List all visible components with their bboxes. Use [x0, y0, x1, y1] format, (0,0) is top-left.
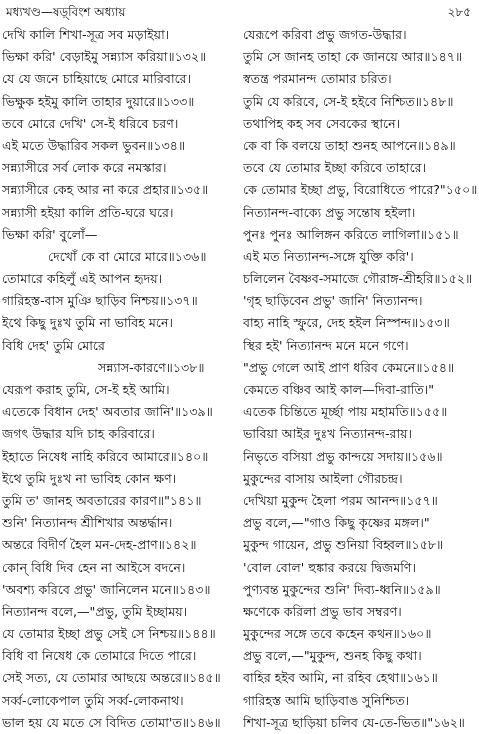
chapter-title: মধ্যখণ্ড—ষড়্‌বিংশ অধ্যায়: [6, 5, 126, 19]
verse-line: এই মত নিত্যানন্দ-সঙ্গে যুক্তি করি'।: [243, 248, 414, 264]
verse-line: তোমারে কহিলুঁ এই আপন হৃদয়।: [2, 271, 163, 287]
verse-line: ক্ষণেকে করিলা প্রভু ভাব সম্বরণ।: [243, 603, 402, 619]
verse-line: প্রভু বলে,—"গাও কিছু কৃষ্ণের মঙ্গল।": [243, 515, 430, 531]
verse-line: "প্রভু গেলে আই প্রাণ ধরিব কেমনে॥১৫৪॥: [243, 359, 455, 375]
verse-line: দেখোঁ কে বা মোরে মারে॥১৩৬॥: [48, 248, 207, 264]
verse-line: গারিহস্ত-বাস মুঞি ছাড়িব নিশ্চয়॥১৩৭॥: [2, 293, 198, 309]
running-header: [6, 2, 471, 22]
verse-line: অন্তরে বিদীর্ণ হৈল মন-দেহ-প্রাণ॥১৪২॥: [2, 537, 197, 553]
verse-line: যেরূপ করাহ তুমি, সে-ই হই আমি।: [2, 382, 170, 397]
verse-line: 'অবশ্য করিবে প্রভু' জানিলেন মনে॥১৪৩॥: [2, 581, 211, 597]
verse-line: যেরূপে করিবা প্রভু জগত-উদ্ধার।: [243, 27, 407, 42]
verse-line: তথাপিহ কহ সব সেবকের স্থানে।: [243, 115, 401, 131]
verse-line: কোন্ বিধি দিব হেন না আইসে বদনে।: [2, 559, 186, 575]
verse-line: নিত্যানন্দ-বাক্যে প্রভু সন্তোষ হইলা।: [243, 204, 416, 220]
verse-line: পুণ্যবন্ত মুকুন্দের শুনি' দিব্য-ধ্বনি॥১৫৯॥: [243, 581, 441, 597]
verse-line: তুমি যে করিবে, সে-ই হইবে নিশ্চিত॥১৪৮॥: [243, 93, 454, 109]
verse-line: তুমি ত' জানহ অবতারের কারণ॥"১৪১॥: [2, 492, 202, 508]
verse-line: তবে মোরে দেখি' সে-ই ধরিবে চরণ।: [2, 115, 179, 131]
verse-line: স্বতন্ত্র পরমানন্দ তোমার চরিত।: [243, 71, 392, 87]
page-number: ২৮৫: [447, 5, 471, 19]
verse-line: নিত্যানন্দ বলে,—"প্রভু, তুমি ইচ্ছাময়।: [2, 603, 188, 619]
verse-line: এতেকে বিধান দেহ' অবতার জানি'॥১৩৯॥: [2, 404, 213, 420]
verse-line: এতেক চিন্তিতে মূর্চ্ছা পায় মহামতি॥১৫৫॥: [243, 404, 448, 420]
verse-line: ভাল হয় যে মতে সে বিদিত তোমা'ত॥১৪৬॥: [2, 714, 221, 730]
verse-line: ইহাতে নিষেধ নাহি করিবে আমারে॥১৪০॥: [2, 448, 209, 464]
verse-line: সন্ন্যাসী হইয়া কালি প্রতি-ঘরে ঘরে।: [2, 204, 174, 220]
verse-line: বাহ্য নাহি স্ফুরে, দেহ হইল নিস্পন্দ॥১৫৩॥: [243, 315, 450, 331]
verse-line: স্থির হই' নিত্যানন্দ মনে মনে গণে।: [243, 337, 409, 353]
verse-line: ভিক্ষুক হইমু কালি তাহার দুয়ারে॥১৩৩॥: [2, 93, 195, 109]
verse-line: যে যে জনে চাহিয়াছে মোরে মারিবারে।: [2, 71, 192, 87]
verse-line: জগৎ উদ্ধার যদি চাহ করিবারে।: [2, 426, 155, 442]
verse-line: মুকুন্দ গায়েন, প্রভু শুনিয়া বিহ্বল॥১৫৮॥: [243, 537, 444, 553]
right-verse-column: [243, 24, 479, 734]
verse-line: তুমি সে জানহ তাহা কে জানয়ে আর॥১৪৭॥: [243, 49, 463, 65]
left-verse-column: [2, 24, 238, 734]
verse-line: বিধি বা নিষেধ কে তোমারে দিতে পারে।: [2, 648, 197, 664]
verse-line: ভাবিয়া আইর দুঃখ নিত্যানন্দ-রায়।: [243, 426, 413, 442]
verse-line: নিভৃতে বসিয়া প্রভু কান্দয়ে সদায়॥১৫৬॥: [243, 448, 443, 464]
verse-line: ভিক্ষা করি' বেড়াইমু সন্ন্যাস করিয়া॥১৩২॥: [2, 49, 207, 65]
verse-line: সন্ন্যাসীরে সর্ব লোক করে নমস্কার।: [2, 160, 167, 176]
verse-line: পুনঃ পুনঃ আলিঙ্গন করিতে লাগিলা॥১৫১॥: [243, 226, 459, 242]
verse-line: প্রভু বলে,—"মুকুন্দ, শুনহ কিছু কথা।: [243, 648, 422, 664]
verse-line: এই মতে উদ্ধারিব সকল ভুবন॥১৩৪॥: [2, 137, 186, 153]
verse-line: ভিক্ষা করি' বুলোঁ—: [2, 226, 98, 242]
verse-line: 'গৃহ ছাড়িবেন প্রভু' জানি' নিত্যানন্দ।: [243, 293, 423, 309]
verse-line: কেমতে বঞ্চিব আই কাল—দিবা-রাতি।": [243, 382, 435, 397]
verse-line: সন্ন্যাসীরে কেহ আর না করে প্রহার॥১৩৫॥: [2, 182, 209, 198]
verse-line: বিধি দেহ' তুমি মোরে: [2, 337, 105, 353]
verse-line: মুকুন্দের বাসায় আইলা গৌরচন্দ্র।: [243, 470, 403, 486]
verse-line: দেখিয়া মুকুন্দ হৈলা পরম আনন্দ॥১৫৭॥: [243, 492, 438, 508]
verse-line: সন্ন্যাস-কারণে॥১৩৮॥: [98, 359, 205, 375]
verse-line: যে তোমার ইচ্ছা প্রভু সেই সে নিশ্চয়॥১৪৪॥: [2, 626, 216, 642]
verse-line: তবে যে তোমার ইচ্ছা করিবে তাহারে।: [243, 160, 427, 176]
verse-line: 'বোল বোল' হুঙ্কার করয়ে দ্বিজমণি।: [243, 559, 417, 575]
verse-line: বাহির হইব আমি, না রহিব হেথা॥১৬১॥: [243, 670, 438, 686]
verse-line: কে বা কি বলয়ে তাহা শুনহ আপনে॥১৪৯॥: [243, 137, 456, 153]
verse-line: ইথে কিছু দুঃখ তুমি না ভাবিহ মনে।: [2, 315, 173, 331]
verse-line: দেখি কালি শিখা-সূত্র সব মড়াইয়া।: [2, 27, 170, 42]
verse-line: চলিলেন বৈষ্ণব-সমাজে গৌরাঙ্গ-শ্রীহরি॥১৫২॥: [243, 271, 473, 287]
verse-line: শিখা-সূত্র ছাড়িয়া চলিব যে-তে-ভিত॥"১৬২॥: [243, 714, 465, 730]
verse-line: সর্ব্ব-লোকেপাল তুমি সর্ব্ব-লোকনাথ।: [2, 692, 184, 708]
verse-line: শুনি' নিত্যানন্দ শ্রীশিখার অন্তর্দ্ধান।: [2, 515, 173, 531]
verse-line: ইথে তুমি দুঃখ না ভাবিহ কোন ক্ষণ।: [2, 470, 177, 486]
verse-line: কে তোমার ইচ্ছা প্রভু, বিরোধিতে পারে?"১৫০॥: [243, 182, 478, 198]
verse-line: মুকুন্দের সঙ্গে তবে কহেন কথন॥১৬০॥: [243, 626, 432, 642]
verse-line: সেই সত্য, যে তোমার আছয়ে অন্তরে॥১৪৫॥: [2, 670, 221, 686]
verse-line: গারিহস্ত আমি ছাড়িবাঙ সুনিশ্চিত।: [243, 692, 410, 708]
